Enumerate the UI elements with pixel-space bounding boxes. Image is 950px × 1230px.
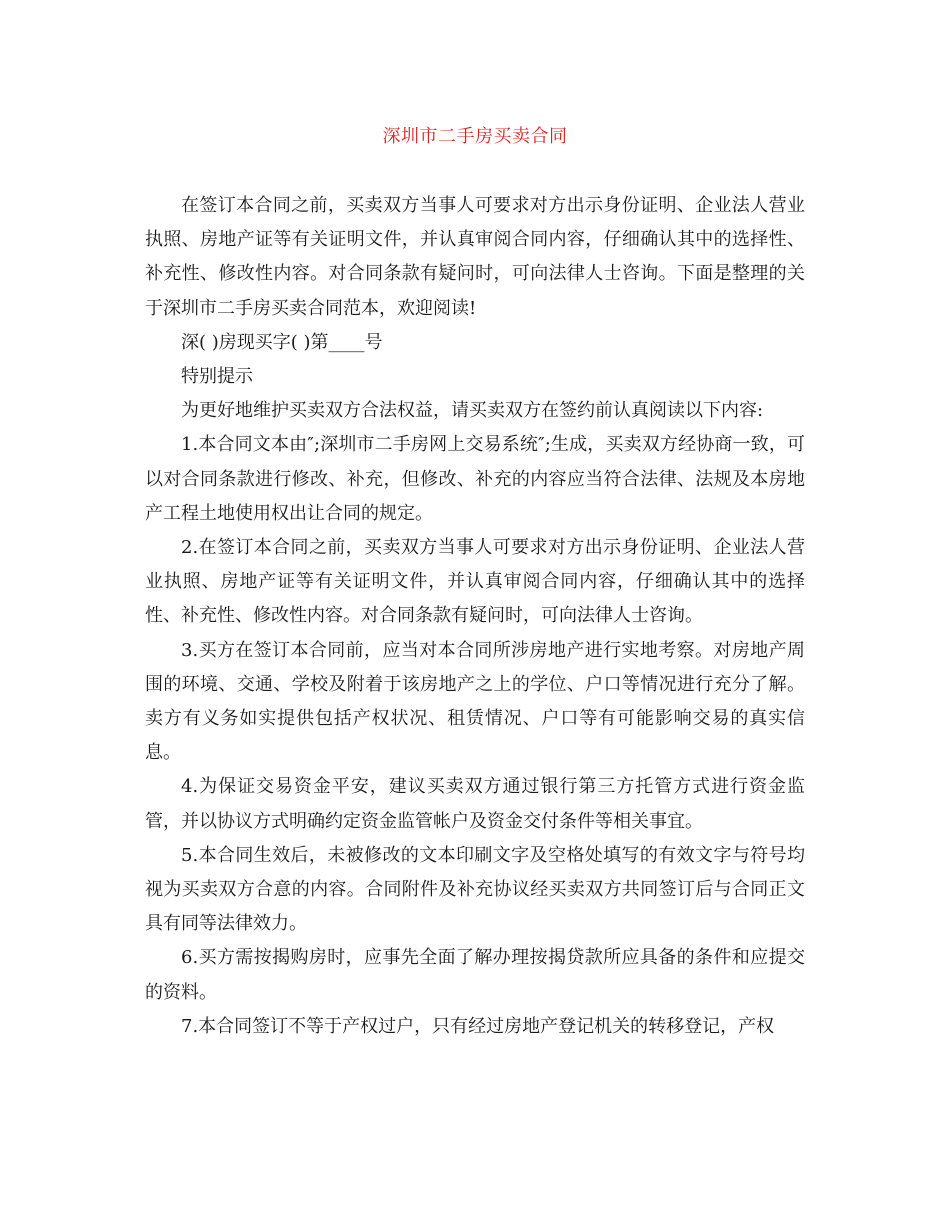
document-body [145, 189, 805, 1044]
notice-heading: 特别提示 [181, 366, 253, 388]
notice-item-6: 6.买方需按揭购房时，应事先全面了解办理按揭贷款所应具备的条件和应提交的资料。 [145, 947, 805, 1003]
notice-item-3: 3.买方在签订本合同前，应当对本合同所涉房地产进行实地考察。对房地产周围的环境、交通、学校及附着于该房地产之上的学位、户口等情况进行充分了解。卖方有义务如实提供包括产权状况、租赁情况、户口等有可能影响交易的真实信息。 [145, 639, 805, 764]
notice-item-2: 2.在签订本合同之前，买卖双方当事人可要求对方出示身份证明、企业法人营业执照、房地产证等有关证明文件，并认真审阅合同内容，仔细确认其中的选择性、补充性、修改性内容。对合同条款有疑问时，可向法律人士咨询。 [145, 537, 805, 627]
notice-item-1: 1.本合同文本由″;深圳市二手房网上交易系统″;生成，买卖双方经协商一致，可以对合同条款进行修改、补充，但修改、补充的内容应当符合法律、法规及本房地产工程土地使用权出让合同的规定。 [145, 434, 805, 524]
notice-intro: 为更好地维护买卖双方合法权益，请买卖双方在签约前认真阅读以下内容: [181, 400, 764, 422]
notice-item-4: 4.为保证交易资金平安，建议买卖双方通过银行第三方托管方式进行资金监管，并以协议方式明确约定资金监管帐户及资金交付条件等相关事宜。 [145, 776, 805, 832]
contract-number-line: 深( )房现买字( )第____号 [181, 331, 383, 353]
notice-item-7: 7.本合同签订不等于产权过户，只有经过房地产登记机关的转移登记，产权 [181, 1015, 775, 1037]
intro-paragraph: 在签订本合同之前，买卖双方当事人可要求对方出示身份证明、企业法人营业执照、房地产证等有关证明文件，并认真审阅合同内容，仔细确认其中的选择性、补充性、修改性内容。对合同条款有疑问时，可向法律人士咨询。下面是整理的关于深圳市二手房买卖合同范本，欢迎阅读! [145, 195, 805, 319]
notice-item-5: 5.本合同生效后，未被修改的文本印刷文字及空格处填写的有效文字与符号均视为买卖双方合意的内容。合同附件及补充协议经买卖双方共同签订后与合同正文具有同等法律效力。 [145, 844, 805, 935]
document-title: 深圳市二手房买卖合同 [382, 126, 568, 147]
